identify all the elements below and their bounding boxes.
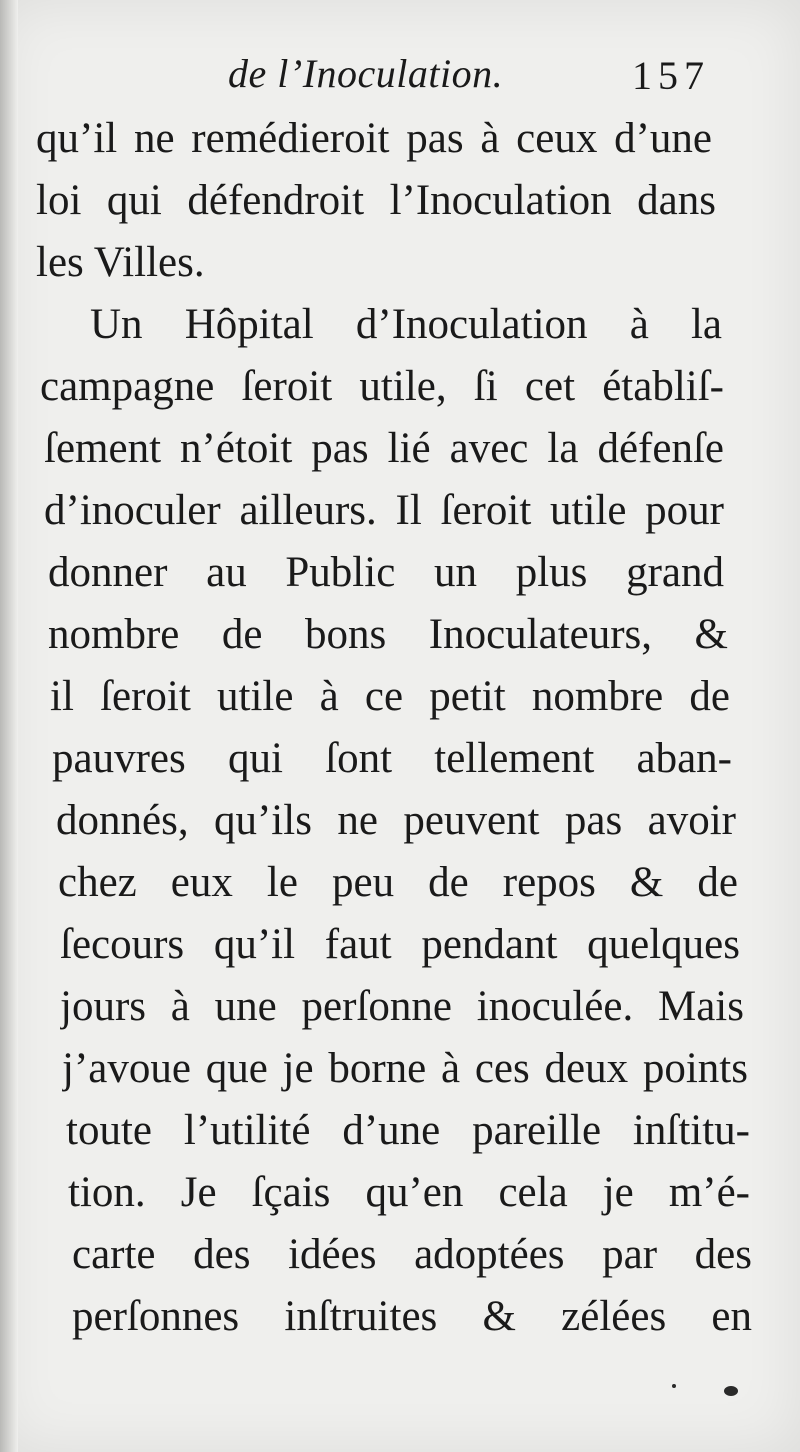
text-line: pauvres qui ſont tellement aban- [52,735,732,782]
text-line: ſement n’étoit pas lié avec la défenſe [44,425,724,472]
page-header [0,48,800,108]
ink-speck [672,1384,676,1388]
page-number: 157 [632,53,710,98]
text-line: les Villes. [36,239,205,286]
text-line: il ſeroit utile à ce petit nombre de [50,673,730,720]
text-line: qu’il ne remédieroit pas à ceux d’une [36,115,712,162]
text-line: d’inoculer ailleurs. Il ſeroit utile pour [44,487,724,534]
text-line: tion. Je ſçais qu’en cela je m’é- [68,1169,750,1216]
text-line: jours à une perſonne inoculée. Mais [60,983,744,1030]
text-line: campagne ſeroit utile, ſi cet établiſ- [40,363,724,410]
text-line: perſonnes inſtruites & zélées en [72,1293,752,1340]
text-line: toute l’utilité d’une pareille inſtitu- [66,1107,750,1154]
text-line: carte des idées adoptées par des [72,1231,752,1278]
text-line: donner au Public un plus grand [48,549,724,596]
text-line: Un Hôpital d’Inoculation à la [90,301,722,348]
text-line: chez eux le peu de repos & de [58,859,738,906]
text-line: loi qui défendroit l’Inoculation dans [36,177,716,224]
text-line: ſecours qu’il faut pendant quelques [60,921,740,968]
text-line: nombre de bons Inoculateurs, & [48,611,728,658]
text-line: donnés, qu’ils ne peuvent pas avoir [56,797,736,844]
page-gutter-shadow [0,0,18,1452]
text-line: j’avoue que je borne à ces deux points [62,1045,748,1092]
running-title: de l’Inoculation. [228,51,504,96]
ink-speck [724,1386,738,1396]
